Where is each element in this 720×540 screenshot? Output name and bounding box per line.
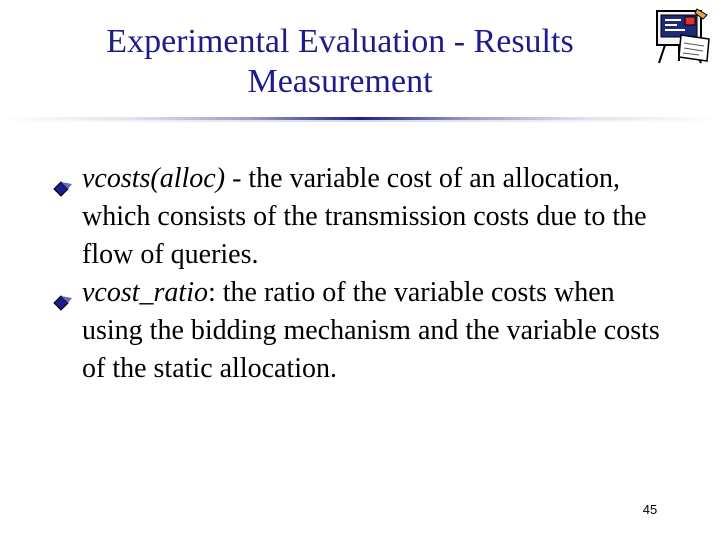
bullet-item-vcost-ratio — [52, 274, 682, 388]
bullet-list — [52, 160, 682, 388]
diamond-bullet-icon — [52, 285, 74, 303]
diamond-bullet-icon — [52, 171, 74, 189]
term-vcosts: vcosts(alloc) — [82, 163, 226, 194]
title-line-1: Experimental Evaluation - Results — [106, 23, 574, 60]
page-number: 45 — [642, 502, 658, 517]
title-divider-shadow — [0, 120, 720, 122]
title-line-2: Measurement — [247, 63, 433, 100]
slide-title — [40, 22, 640, 102]
definition-vcosts: - the variable cost of an allocation, which consists of the transmission costs due to the flow of queries. — [82, 163, 647, 270]
definition-vcost-ratio: : the ratio of the variable costs when using the bidding mechanism and the variable costs of the static allocation. — [82, 277, 660, 384]
bullet-item-vcosts — [52, 160, 682, 274]
term-vcost-ratio: vcost_ratio — [82, 277, 208, 308]
presentation-board-icon — [651, 5, 713, 67]
